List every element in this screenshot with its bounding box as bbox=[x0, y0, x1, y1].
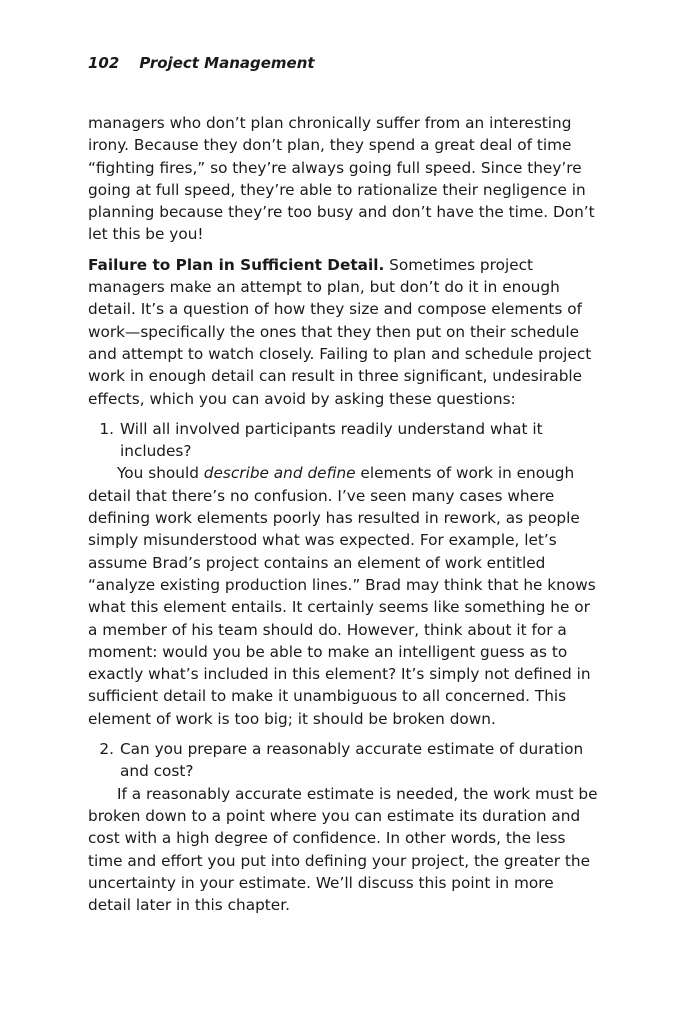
page-body bbox=[88, 112, 598, 916]
run-in-heading: Failure to Plan in Sufficient Detail. bbox=[88, 255, 385, 274]
page-number: 102 bbox=[88, 54, 120, 72]
answer-text: You should bbox=[117, 464, 204, 483]
answer-text: elements of work in enough detail that there’s no confusion. I’ve seen many cases where defining work elements poorly has resulted in rework, as people simply misunderstood what was expected. For example, let’s assume Brad’s project contains an element of work entitled “analyze existing production lines.” Brad may think that he knows what this element entails. It certainly seems like something he or a member of his team should do. However, think about it for a moment: would you be able to make an intelligent guess as to exactly what’s included in this element? It’s simply not defined in sufficient detail to make it unambiguous to all concerned. This element of work is too big; it should be broken down. bbox=[88, 464, 596, 728]
list-answer-2: If a reasonably accurate estimate is needed, the work must be broken down to a point where you can estimate its duration and cost with a high degree of confidence. In other words, the less time and effort you put into defining your project, the greater the uncertainty in your estimate. We’ll discuss this point in more detail later in this chapter. bbox=[88, 784, 598, 915]
list-item-2 bbox=[88, 738, 598, 783]
list-marker: 2. bbox=[99, 740, 114, 759]
running-header bbox=[88, 54, 315, 72]
answer-emphasis: describe and define bbox=[203, 464, 356, 483]
paragraph-text: Sometimes project managers make an attempt to plan, but don’t do it in enough detail. It’s a question of how they size and compose elements of work—specifically the ones that they then put on their schedule and attempt to watch closely. Failing to plan and schedule project work in enough detail can result in three significant, undesirable effects, which you can avoid by asking these questions: bbox=[88, 255, 592, 408]
running-title: Project Management bbox=[139, 54, 315, 72]
list-question: Can you prepare a reasonably accurate estimate of duration and cost? bbox=[120, 740, 584, 781]
paragraph-continuation: managers who don’t plan chronically suffer from an interesting irony. Because they don’t plan, they spend a great deal of time “fighting fires,” so they’re always going full speed. Since they’re going at full speed, they’re able to rationalize their negligence in planning because they’re too busy and don’t have the time. Don’t let this be you! bbox=[88, 114, 595, 244]
list-marker: 1. bbox=[99, 419, 114, 438]
paragraph-sufficient-detail bbox=[88, 254, 598, 410]
list-answer-1 bbox=[88, 462, 598, 730]
list-question: Will all involved participants readily understand what it includes? bbox=[120, 419, 543, 461]
list-item-1 bbox=[88, 418, 598, 463]
